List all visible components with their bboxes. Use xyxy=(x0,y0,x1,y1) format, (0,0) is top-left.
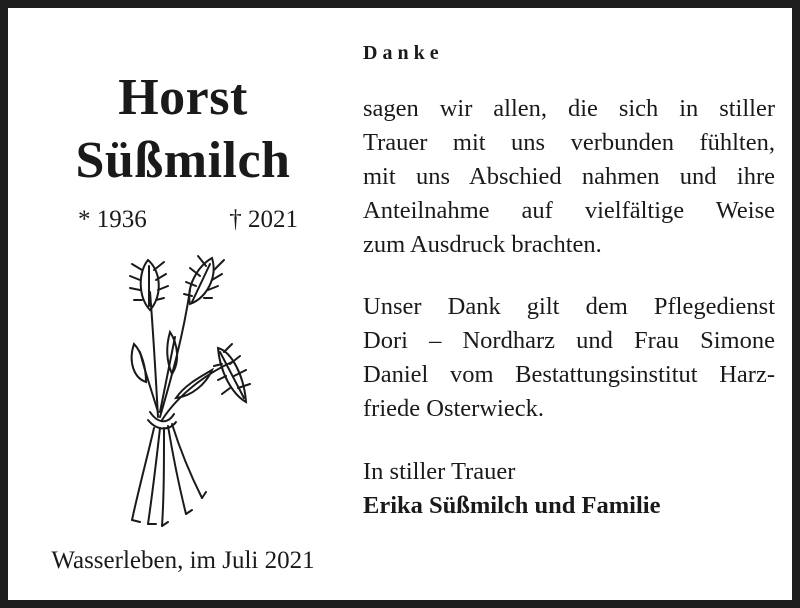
text-line: sagen wir allen, die sich in stiller xyxy=(363,95,775,122)
text-line: Trauer mit uns verbunden fühlten, xyxy=(363,129,775,156)
birth-year: * 1936 xyxy=(78,206,147,233)
signature: Erika Süßmilch und Familie xyxy=(363,492,661,519)
life-dates xyxy=(78,204,298,236)
wheat-sheaf-icon xyxy=(120,252,256,530)
text-line: Daniel vom Bestattungsinstitut Harz- xyxy=(363,361,775,388)
text-line: zum Ausdruck brachten. xyxy=(363,231,602,258)
text-line: mit uns Abschied nahmen und ihre xyxy=(363,163,775,190)
thanks-paragraph xyxy=(363,92,775,262)
text-line: friede Osterwieck. xyxy=(363,395,544,422)
closing-line: In stiller Trauer xyxy=(363,458,516,485)
text-line: Dori – Nordharz und Frau Simone xyxy=(363,327,775,354)
place-and-date: Wasserleben, im Juli 2021 xyxy=(51,547,315,574)
text-line: Unser Dank gilt dem Pflegedienst xyxy=(363,293,775,320)
text-line: Anteilnahme auf vielfältige Weise xyxy=(363,197,775,224)
heading-danke: Danke xyxy=(363,42,444,64)
acknowledgement-paragraph xyxy=(363,290,775,426)
last-name: Süßmilch xyxy=(75,132,291,189)
death-year: † 2021 xyxy=(229,206,298,233)
first-name: Horst xyxy=(118,69,248,126)
closing-block xyxy=(363,455,775,523)
